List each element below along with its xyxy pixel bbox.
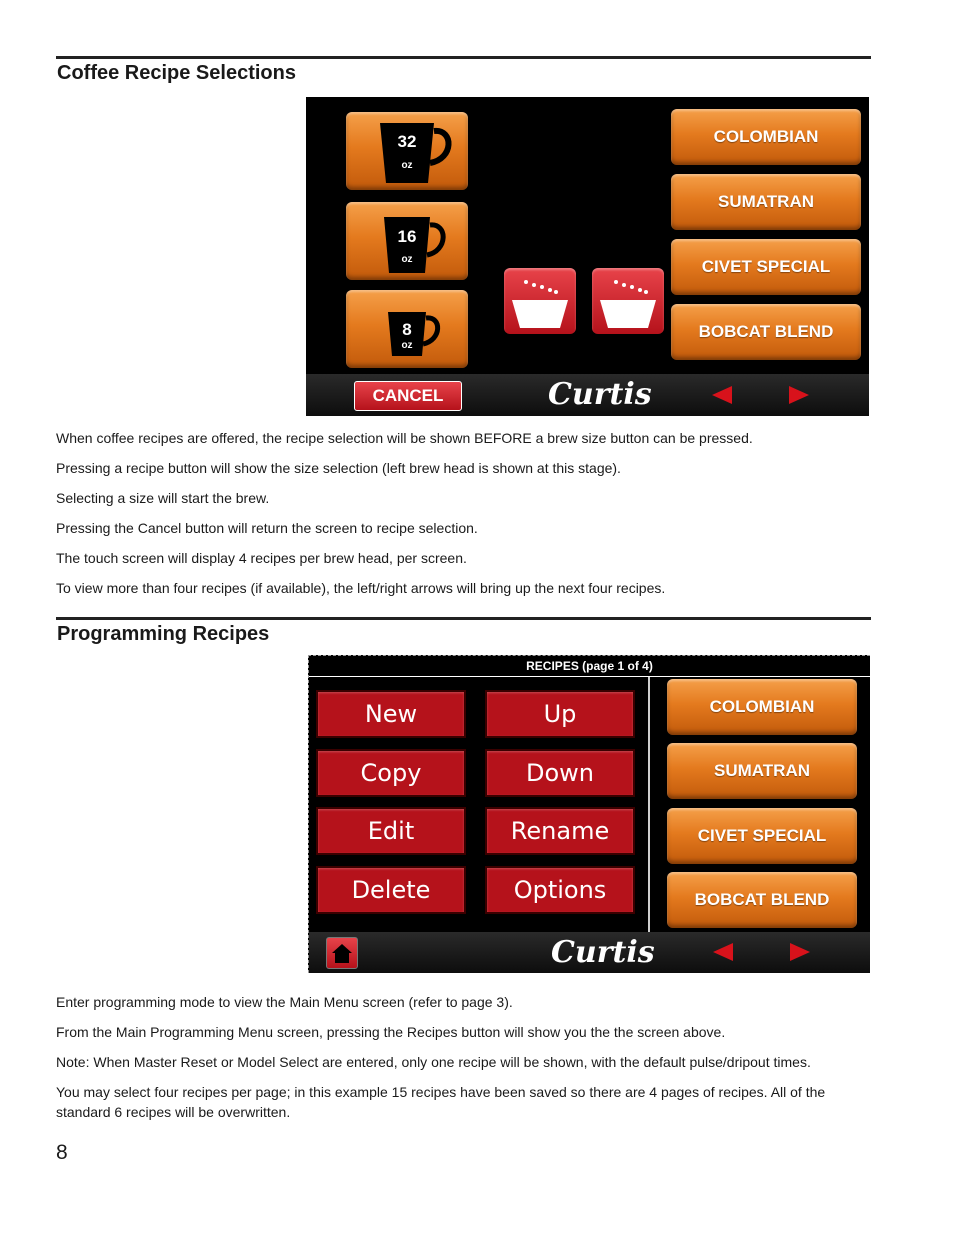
paragraph: Enter programming mode to view the Main Menu screen (refer to page 3). — [56, 994, 513, 1010]
programming-screen — [308, 655, 870, 973]
recipe-button-bobcat-blend[interactable]: BOBCAT BLEND — [671, 304, 861, 360]
up-button[interactable]: Up — [485, 690, 635, 738]
paragraph: Selecting a size will start the brew. — [56, 490, 270, 506]
arrow-left-icon[interactable] — [713, 943, 733, 961]
paragraph: To view more than four recipes (if available), the left/right arrows will bring up the next four recipes. — [56, 580, 666, 596]
size-unit: oz — [401, 254, 413, 265]
size-value: 8 — [402, 320, 412, 339]
paragraph: From the Main Programming Menu screen, pressing the Recipes button will show you the the screen above. — [56, 1024, 726, 1040]
home-button[interactable] — [326, 937, 358, 969]
arrow-left-icon[interactable] — [712, 386, 732, 404]
panel-divider — [648, 677, 650, 932]
recipe-button-sumatran[interactable]: SUMATRAN — [667, 743, 857, 799]
paragraph: Note: When Master Reset or Model Select are entered, only one recipe will be shown, with the default pulse/dripout times. — [56, 1054, 811, 1070]
page-number: 8 — [56, 1141, 68, 1164]
copy-button[interactable]: Copy — [316, 749, 466, 797]
recipe-button-colombian[interactable]: COLOMBIAN — [667, 679, 857, 735]
recipe-button-colombian[interactable]: COLOMBIAN — [671, 109, 861, 165]
arrow-right-icon[interactable] — [789, 386, 809, 404]
recipe-button-civet-special[interactable]: CIVET SPECIAL — [667, 808, 857, 864]
recipe-button-bobcat-blend[interactable]: BOBCAT BLEND — [667, 872, 857, 928]
screen-footer — [309, 932, 870, 973]
paragraph: The touch screen will display 4 recipes per brew head, per screen. — [56, 550, 467, 566]
paragraph: You may select four recipes per page; in this example 15 recipes have been saved so there are 4 pages of recipes. All of the standard 6 recipes will be overwritten. — [56, 1084, 826, 1120]
section-divider — [56, 617, 871, 620]
size-unit: oz — [401, 160, 413, 171]
home-icon — [327, 938, 357, 968]
size-button-16oz[interactable] — [346, 202, 468, 280]
screen-footer — [306, 374, 869, 416]
new-button[interactable]: New — [316, 690, 466, 738]
size-value: 16 — [397, 227, 417, 246]
cancel-button[interactable]: CANCEL — [354, 381, 462, 411]
recipe-button-sumatran[interactable]: SUMATRAN — [671, 174, 861, 230]
paragraph: When coffee recipes are offered, the recipe selection will be shown BEFORE a brew size button can be pressed. — [56, 430, 753, 446]
section-divider — [56, 56, 871, 59]
brew-head-icon — [592, 268, 664, 334]
size-button-32oz[interactable] — [346, 112, 468, 190]
paragraph: Pressing the Cancel button will return the screen to recipe selection. — [56, 520, 478, 536]
brew-head-left-button[interactable] — [504, 268, 576, 334]
size-button-8oz[interactable] — [346, 290, 468, 368]
brew-head-icon — [504, 268, 576, 334]
delete-button[interactable]: Delete — [316, 866, 466, 914]
size-unit: oz — [401, 340, 413, 351]
screen-header: RECIPES (page 1 of 4) — [309, 656, 870, 677]
curtis-logo: Curtis — [548, 377, 652, 412]
rename-button[interactable]: Rename — [485, 807, 635, 855]
section-title: Programming Recipes — [57, 623, 270, 645]
size-value: 32 — [397, 132, 417, 151]
edit-button[interactable]: Edit — [316, 807, 466, 855]
brew-screen — [306, 97, 869, 416]
down-button[interactable]: Down — [485, 749, 635, 797]
brew-head-right-button[interactable] — [592, 268, 664, 334]
options-button[interactable]: Options — [485, 866, 635, 914]
paragraph: Pressing a recipe button will show the size selection (left brew head is shown at this stage). — [56, 460, 621, 476]
arrow-right-icon[interactable] — [790, 943, 810, 961]
recipe-button-civet-special[interactable]: CIVET SPECIAL — [671, 239, 861, 295]
curtis-logo: Curtis — [551, 935, 655, 970]
section-title: Coffee Recipe Selections — [57, 62, 296, 84]
